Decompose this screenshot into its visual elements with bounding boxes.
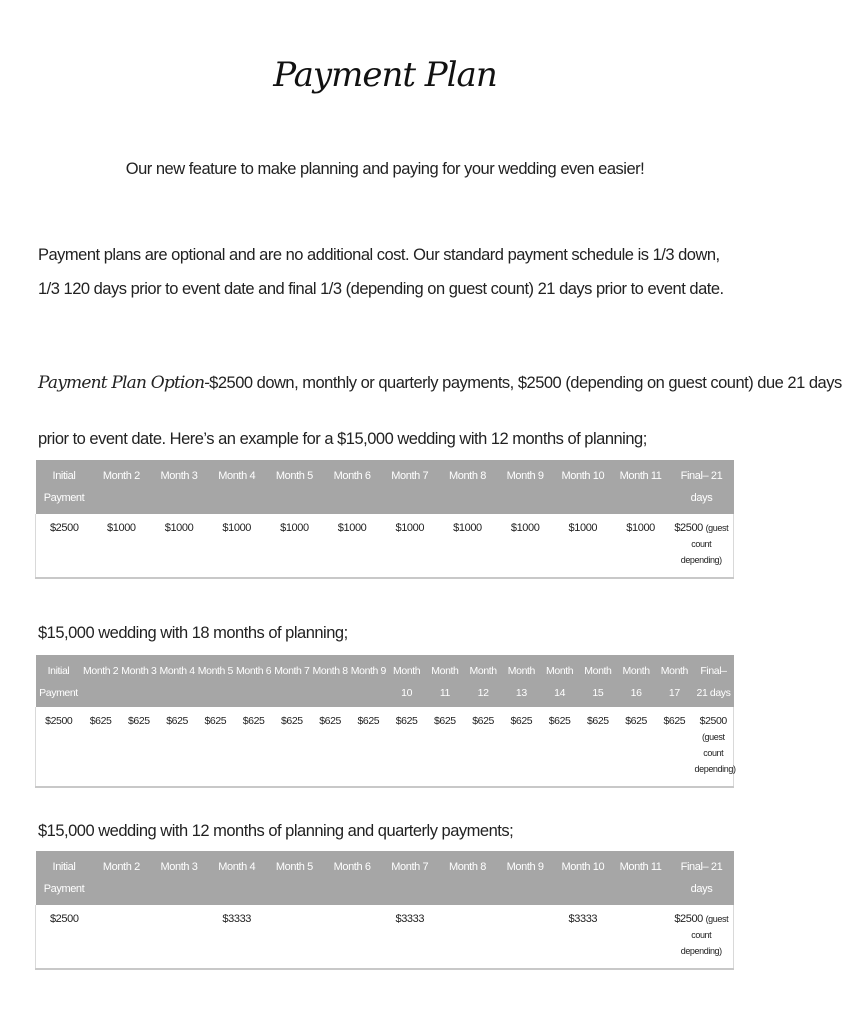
table1-header: Month 4 — [208, 460, 266, 514]
table3-header-row — [36, 851, 734, 905]
table2-header: Month 14 — [541, 655, 579, 707]
table2-cell: $625 — [388, 707, 426, 787]
table3-header: Initial Payment — [36, 851, 93, 905]
option-text-1: $2500 down, monthly or quarterly payments, $2500 (depending on guest count) due 21 days — [209, 374, 842, 392]
table1-header: Month 3 — [150, 460, 208, 514]
table3-final-cell — [670, 905, 734, 969]
table-12-months-monthly — [35, 460, 734, 579]
subtitle: Our new feature to make planning and paying for your wedding even easier! — [125, 160, 645, 178]
table1-header: Month 10 — [554, 460, 612, 514]
table3-value-row — [36, 905, 734, 969]
table2-header: Month 13 — [502, 655, 540, 707]
table3-header: Month 10 — [554, 851, 612, 905]
table2-cell: $625 — [349, 707, 387, 787]
table1-header: Initial Payment — [36, 460, 93, 514]
table2-cell: $625 — [120, 707, 158, 787]
table1-cell: $1000 — [496, 514, 554, 578]
table2-cell: $625 — [311, 707, 349, 787]
table3-cell: $2500 — [36, 905, 93, 969]
table1-header: Month 11 — [612, 460, 670, 514]
table1-cell: $1000 — [323, 514, 381, 578]
table1-header: Month 6 — [323, 460, 381, 514]
table1-cell: $1000 — [381, 514, 439, 578]
table2-cell: $625 — [158, 707, 196, 787]
table1-cell: $1000 — [554, 514, 612, 578]
table1-value-row — [36, 514, 734, 578]
table-12-months-quarterly — [35, 851, 734, 970]
heading-18-months: $15,000 wedding with 18 months of planning; — [38, 624, 348, 642]
table2-cell: $625 — [426, 707, 464, 787]
table2-header: Month 3 — [120, 655, 158, 707]
table1-header: Month 8 — [439, 460, 497, 514]
table2-cell: $625 — [541, 707, 579, 787]
table3-cell — [323, 905, 381, 969]
table2-header: Initial Payment — [36, 655, 82, 707]
table1-cell: $2500 — [36, 514, 93, 578]
table2-final-note: (guest count depending) — [694, 732, 736, 774]
table3-cell — [612, 905, 670, 969]
table-18-months-monthly — [35, 655, 734, 788]
table3-header: Month 4 — [208, 851, 266, 905]
heading-quarterly: $15,000 wedding with 12 months of planning and quarterly payments; — [38, 822, 514, 840]
table2-final-value: $2500 — [699, 715, 727, 727]
table1-header: Month 7 — [381, 460, 439, 514]
table1-cell: $1000 — [208, 514, 266, 578]
table2-header: Month 4 — [158, 655, 196, 707]
table1-header-row — [36, 460, 734, 514]
table3-cell: $3333 — [208, 905, 266, 969]
table2-header: Final– 21 days — [694, 655, 734, 707]
table3-final-value: $2500 — [674, 913, 703, 925]
table2-header: Month 12 — [464, 655, 502, 707]
table1-header: Month 2 — [93, 460, 151, 514]
table1-final-value: $2500 — [674, 522, 703, 534]
table2-header: Month 9 — [349, 655, 387, 707]
table3-cell — [439, 905, 497, 969]
table2-cell: $625 — [273, 707, 311, 787]
table2-header: Month 11 — [426, 655, 464, 707]
intro-paragraph: Payment plans are optional and are no additional cost. Our standard payment schedule is 1/3 down, 1/3 120 days prior to event date and final 1/3 (depending on guest count) 21 days prior to event date. — [38, 246, 724, 298]
table1-final-note: (guest count depending) — [680, 523, 729, 565]
table2-value-row — [36, 707, 734, 787]
table1-header: Month 9 — [496, 460, 554, 514]
table1-cell: $1000 — [150, 514, 208, 578]
table3-header: Month 6 — [323, 851, 381, 905]
table2-cell: $625 — [464, 707, 502, 787]
table1-cell: $1000 — [93, 514, 151, 578]
table2-header-row — [36, 655, 734, 707]
table2-header: Month 10 — [388, 655, 426, 707]
table2-cell: $2500 — [36, 707, 82, 787]
option-line-2: prior to event date. Here’s an example for a $15,000 wedding with 12 months of planning; — [38, 430, 647, 448]
table2-cell: $625 — [235, 707, 273, 787]
table1-final-cell — [670, 514, 734, 578]
table3-header: Month 8 — [439, 851, 497, 905]
table3-header: Month 2 — [93, 851, 151, 905]
table3-cell — [266, 905, 324, 969]
table3-header: Month 9 — [496, 851, 554, 905]
table3-cell — [93, 905, 151, 969]
table2-header: Month 16 — [617, 655, 655, 707]
table3-header: Month 11 — [612, 851, 670, 905]
option-line-1 — [38, 366, 842, 400]
table2-header: Month 15 — [579, 655, 617, 707]
table3-cell: $3333 — [381, 905, 439, 969]
table3-cell — [150, 905, 208, 969]
table2-header: Month 17 — [655, 655, 693, 707]
table1-header: Month 5 — [266, 460, 324, 514]
table3-cell — [496, 905, 554, 969]
table3-final-note: (guest count depending) — [680, 914, 729, 956]
table2-cell: $625 — [617, 707, 655, 787]
table3-header: Month 3 — [150, 851, 208, 905]
table2-header: Month 7 — [273, 655, 311, 707]
table2-cell: $625 — [196, 707, 234, 787]
table2-header: Month 8 — [311, 655, 349, 707]
table2-cell: $625 — [82, 707, 120, 787]
option-label: Payment Plan Option- — [38, 373, 210, 393]
table2-header: Month 5 — [196, 655, 234, 707]
table2-header: Month 6 — [235, 655, 273, 707]
table3-header: Final– 21 days — [670, 851, 734, 905]
table2-cell: $625 — [502, 707, 540, 787]
table1-cell: $1000 — [439, 514, 497, 578]
table2-cell: $625 — [655, 707, 693, 787]
table1-cell: $1000 — [612, 514, 670, 578]
table2-cell: $625 — [579, 707, 617, 787]
table3-header: Month 7 — [381, 851, 439, 905]
page-title: Payment Plan — [273, 55, 497, 95]
table2-final-cell — [694, 707, 734, 787]
table3-cell: $3333 — [554, 905, 612, 969]
table1-cell: $1000 — [266, 514, 324, 578]
table1-header: Final– 21 days — [670, 460, 734, 514]
table3-header: Month 5 — [266, 851, 324, 905]
table2-header: Month 2 — [82, 655, 120, 707]
